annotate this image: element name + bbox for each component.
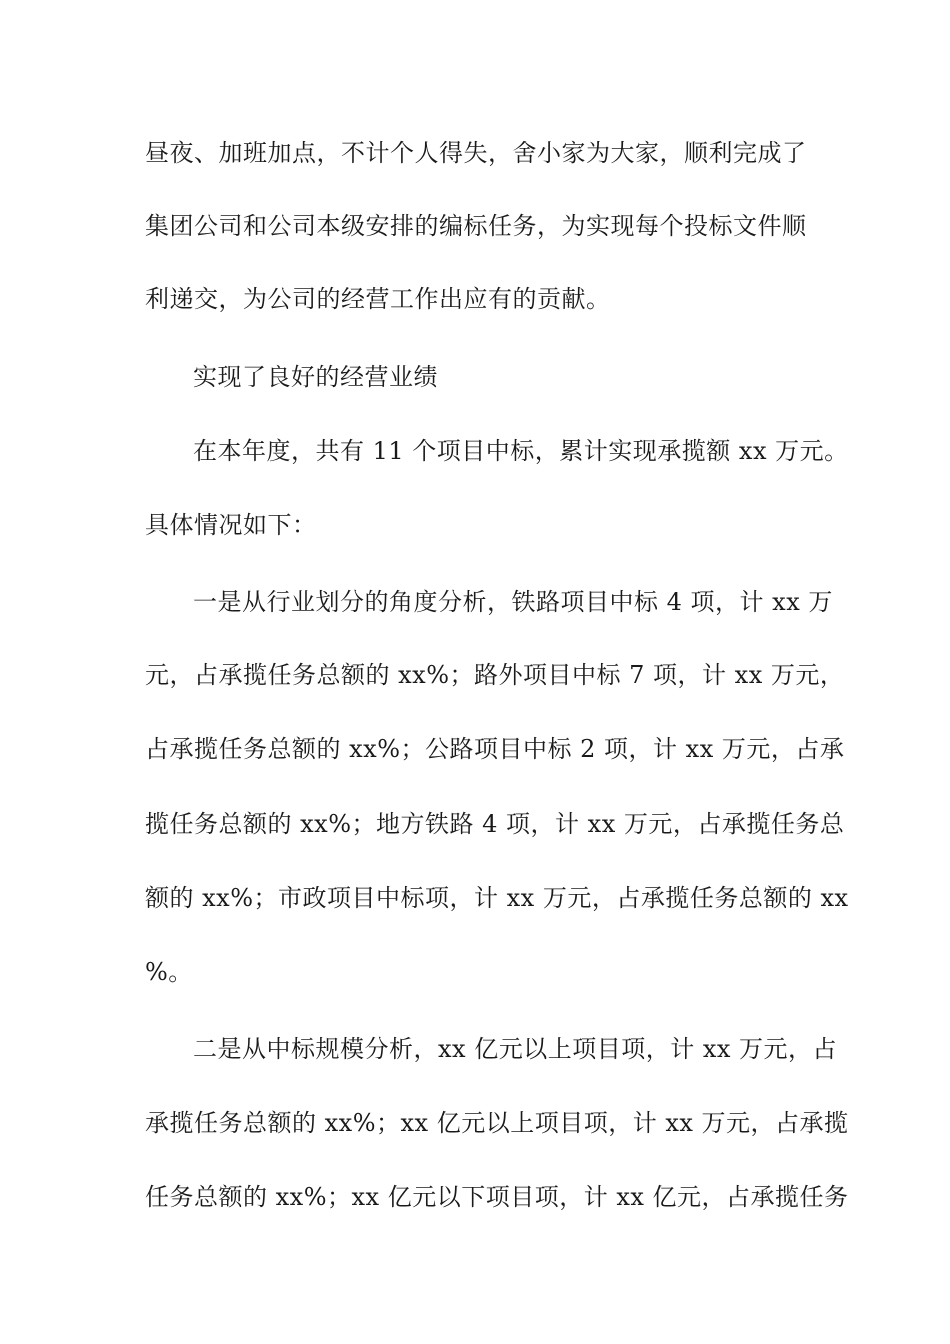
paragraph-line: 二是从中标规模分析，xx 亿元以上项目项，计 xx 万元，占 (193, 1035, 838, 1063)
paragraph-line: 占承揽任务总额的 xx%；公路项目中标 2 项，计 xx 万元，占承 (145, 735, 845, 763)
paragraph-line: 集团公司和公司本级安排的编标任务，为实现每个投标文件顺 (145, 212, 807, 240)
paragraph-line: 元，占承揽任务总额的 xx%；路外项目中标 7 项，计 xx 万元， (145, 661, 845, 689)
paragraph-line: 揽任务总额的 xx%；地方铁路 4 项，计 xx 万元，占承揽任务总 (145, 810, 845, 838)
paragraph-line: 昼夜、加班加点，不计个人得失，舍小家为大家，顺利完成了 (145, 139, 807, 167)
paragraph-line: 利递交，为公司的经营工作出应有的贡献。 (145, 285, 611, 313)
paragraph-line: 额的 xx%；市政项目中标项，计 xx 万元，占承揽任务总额的 xx (145, 884, 849, 912)
paragraph-line: 在本年度，共有 11 个项目中标，累计实现承揽额 xx 万元。 (193, 437, 849, 465)
paragraph-line: 任务总额的 xx%；xx 亿元以下项目项，计 xx 亿元，占承揽任务 (145, 1183, 849, 1211)
section-heading: 实现了良好的经营业绩 (193, 363, 438, 391)
paragraph-line: 具体情况如下： (145, 511, 317, 539)
paragraph-line: %。 (145, 958, 193, 986)
paragraph-line: 一是从行业划分的角度分析，铁路项目中标 4 项，计 xx 万 (193, 588, 833, 616)
paragraph-line: 承揽任务总额的 xx%；xx 亿元以上项目项，计 xx 万元，占承揽 (145, 1109, 849, 1137)
